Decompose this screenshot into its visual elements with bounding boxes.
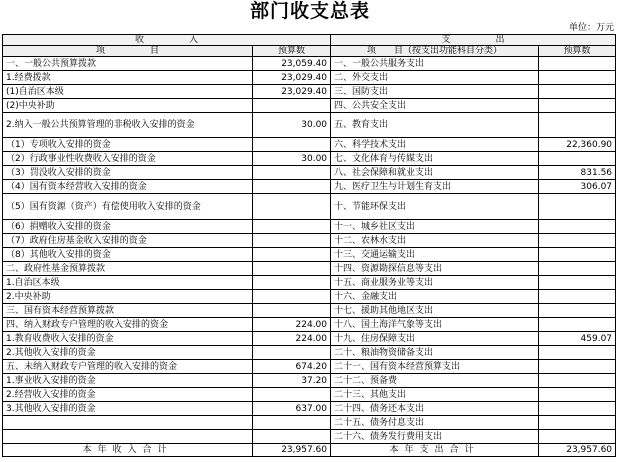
income-total-value: 23,957.60 xyxy=(253,444,331,457)
table-row xyxy=(3,57,616,71)
income-value-cell xyxy=(253,138,331,152)
expense-value-cell xyxy=(539,388,616,402)
income-item-cell: （8）其他收入安排的资金 xyxy=(3,248,253,262)
expense-item-cell: 二、外交支出 xyxy=(331,71,539,85)
income-item-cell: （1）专项收入安排的资金 xyxy=(3,138,253,152)
income-item-cell: （6）捐赠收入安排的资金 xyxy=(3,220,253,234)
expense-item-cell: 十七、援助其他地区支出 xyxy=(331,304,539,318)
total-row xyxy=(3,444,616,457)
expense-total-value: 23,957.60 xyxy=(539,444,616,457)
expense-item-cell: 二十、粮油物资储备支出 xyxy=(331,346,539,360)
expense-item-cell: 二十五、债务付息支出 xyxy=(331,416,539,430)
income-item-cell: （5）国有资源（资产）有偿使用收入安排的资金 xyxy=(3,194,253,220)
expense-value-cell xyxy=(539,57,616,71)
expense-value-cell xyxy=(539,248,616,262)
expense-value-cell xyxy=(539,304,616,318)
income-value-cell xyxy=(253,290,331,304)
income-value-cell: 674.20 xyxy=(253,360,331,374)
income-value-cell xyxy=(253,99,331,113)
expense-value-cell xyxy=(539,71,616,85)
table-row xyxy=(3,85,616,99)
expense-value-cell xyxy=(539,374,616,388)
expense-value-cell xyxy=(539,276,616,290)
table-row xyxy=(3,262,616,276)
expense-value-cell: 831.56 xyxy=(539,166,616,180)
expense-item-cell: 六、科学技术支出 xyxy=(331,138,539,152)
income-item-cell: 1.自治区本级 xyxy=(3,276,253,290)
expense-value-cell xyxy=(539,430,616,444)
expense-item-cell: 二十一、国有资本经营预算支出 xyxy=(331,360,539,374)
expense-item-cell: 二十六、债务发行费用支出 xyxy=(331,430,539,444)
expense-item-cell: 八、社会保障和就业支出 xyxy=(331,166,539,180)
income-item-header: 项 目 xyxy=(3,46,253,57)
income-value-cell: 637.00 xyxy=(253,402,331,416)
expense-value-cell: 22,360.90 xyxy=(539,138,616,152)
table-row xyxy=(3,220,616,234)
income-item-cell: （3）罚没收入安排的资金 xyxy=(3,166,253,180)
income-value-cell xyxy=(253,220,331,234)
table-row xyxy=(3,71,616,85)
income-item-cell: 五、未纳入财政专户管理的收入安排的资金 xyxy=(3,360,253,374)
table-row xyxy=(3,290,616,304)
table-row xyxy=(3,388,616,402)
table-row xyxy=(3,402,616,416)
income-item-cell: 3.其他收入安排的资金 xyxy=(3,402,253,416)
income-item-cell: 1.经费拨款 xyxy=(3,71,253,85)
table-row xyxy=(3,248,616,262)
income-item-cell: 2.纳入一般公共预算管理的非税收入安排的资金 xyxy=(3,113,253,138)
income-value-cell: 30.00 xyxy=(253,113,331,138)
income-item-cell: （7）政府住房基金收入安排的资金 xyxy=(3,234,253,248)
table-row xyxy=(3,318,616,332)
income-value-cell: 23,029.40 xyxy=(253,71,331,85)
expense-item-cell: 五、教育支出 xyxy=(331,113,539,138)
expense-item-cell: 十八、国土海洋气象等支出 xyxy=(331,318,539,332)
table-row xyxy=(3,152,616,166)
expense-value-cell xyxy=(539,194,616,220)
band-row xyxy=(3,35,616,46)
income-value-cell xyxy=(253,346,331,360)
income-value-cell: 23,029.40 xyxy=(253,85,331,99)
income-value-cell: 23,059.40 xyxy=(253,57,331,71)
table-row xyxy=(3,166,616,180)
expense-value-cell xyxy=(539,220,616,234)
expense-value-cell xyxy=(539,346,616,360)
unit-note: 单位：万元 xyxy=(568,23,614,33)
income-item-cell: （2）行政事业性收费收入安排的资金 xyxy=(3,152,253,166)
income-item-cell xyxy=(3,430,253,444)
expense-band-header: 支 出 xyxy=(331,35,616,46)
table-row xyxy=(3,360,616,374)
expense-value-cell: 459.07 xyxy=(539,332,616,346)
income-value-cell xyxy=(253,234,331,248)
table-row xyxy=(3,374,616,388)
expense-item-cell: 二十三、其他支出 xyxy=(331,388,539,402)
income-value-cell: 37.20 xyxy=(253,374,331,388)
expense-value-cell xyxy=(539,113,616,138)
table-row xyxy=(3,234,616,248)
budget-table xyxy=(2,34,616,457)
table-row xyxy=(3,304,616,318)
expense-total-label: 本年支出合计 xyxy=(331,444,539,457)
table-title: 部门收支总表 xyxy=(249,0,370,22)
income-item-cell: 一、一般公共预算拨款 xyxy=(3,57,253,71)
expense-item-cell: 九、医疗卫生与计划生育支出 xyxy=(331,180,539,194)
income-value-cell xyxy=(253,276,331,290)
table-row xyxy=(3,332,616,346)
expense-item-cell: 十五、商业服务业等支出 xyxy=(331,276,539,290)
income-value-cell xyxy=(253,180,331,194)
table-row xyxy=(3,430,616,444)
expense-value-cell xyxy=(539,360,616,374)
income-band-header: 收 入 xyxy=(3,35,331,46)
income-budget-header: 预算数 xyxy=(253,46,331,57)
income-value-cell xyxy=(253,194,331,220)
income-item-cell: 四、纳入财政专户管理的收入安排的资金 xyxy=(3,318,253,332)
income-value-cell: 224.00 xyxy=(253,332,331,346)
income-value-cell xyxy=(253,304,331,318)
table-row xyxy=(3,138,616,152)
income-value-cell xyxy=(253,416,331,430)
expense-item-cell: 二十二、预备费 xyxy=(331,374,539,388)
expense-item-cell: 十六、金融支出 xyxy=(331,290,539,304)
income-item-cell xyxy=(3,416,253,430)
expense-value-cell xyxy=(539,99,616,113)
expense-item-cell: 十一、城乡社区支出 xyxy=(331,220,539,234)
income-value-cell xyxy=(253,388,331,402)
expense-budget-header: 预算数 xyxy=(539,46,616,57)
expense-item-header: 项 目（按支出功能科目分类） xyxy=(331,46,539,57)
table-row xyxy=(3,416,616,430)
expense-item-cell: 十二、农林水支出 xyxy=(331,234,539,248)
table-row xyxy=(3,194,616,220)
income-value-cell xyxy=(253,248,331,262)
expense-item-cell: 四、公共安全支出 xyxy=(331,99,539,113)
expense-item-cell: 七、文化体育与传媒支出 xyxy=(331,152,539,166)
income-value-cell xyxy=(253,262,331,276)
income-item-cell: 2.经营收入安排的资金 xyxy=(3,388,253,402)
table-row xyxy=(3,180,616,194)
expense-value-cell xyxy=(539,262,616,276)
expense-item-cell: 十四、资源勘探信息等支出 xyxy=(331,262,539,276)
income-item-cell: 2.中央补助 xyxy=(3,290,253,304)
income-item-cell: (1)自治区本级 xyxy=(3,85,253,99)
income-total-label: 本年收入合计 xyxy=(3,444,253,457)
expense-value-cell xyxy=(539,416,616,430)
column-header-row xyxy=(3,46,616,57)
income-item-cell: 1.教育收费收入安排的资金 xyxy=(3,332,253,346)
table-row xyxy=(3,276,616,290)
expense-value-cell xyxy=(539,85,616,99)
table-row xyxy=(3,99,616,113)
expense-item-cell: 十九、住房保障支出 xyxy=(331,332,539,346)
expense-value-cell xyxy=(539,234,616,248)
table-row xyxy=(3,346,616,360)
expense-item-cell: 二十四、债务还本支出 xyxy=(331,402,539,416)
expense-value-cell xyxy=(539,152,616,166)
expense-value-cell xyxy=(539,290,616,304)
expense-item-cell: 十、节能环保支出 xyxy=(331,194,539,220)
expense-value-cell: 306.07 xyxy=(539,180,616,194)
income-value-cell: 30.00 xyxy=(253,152,331,166)
income-item-cell: (2)中央补助 xyxy=(3,99,253,113)
income-item-cell: 三、国有资本经营预算拨款 xyxy=(3,304,253,318)
expense-item-cell: 一、一般公共服务支出 xyxy=(331,57,539,71)
expense-value-cell xyxy=(539,402,616,416)
table-row xyxy=(3,113,616,138)
expense-value-cell xyxy=(539,318,616,332)
income-item-cell: 2.其他收入安排的资金 xyxy=(3,346,253,360)
income-item-cell: 1.事业收入安排的资金 xyxy=(3,374,253,388)
expense-item-cell: 十三、交通运输支出 xyxy=(331,248,539,262)
expense-item-cell: 三、国防支出 xyxy=(331,85,539,99)
income-value-cell xyxy=(253,430,331,444)
income-value-cell: 224.00 xyxy=(253,318,331,332)
income-item-cell: （4）国有资本经营收入安排的资金 xyxy=(3,180,253,194)
income-item-cell: 二、政府性基金预算拨款 xyxy=(3,262,253,276)
income-value-cell xyxy=(253,166,331,180)
